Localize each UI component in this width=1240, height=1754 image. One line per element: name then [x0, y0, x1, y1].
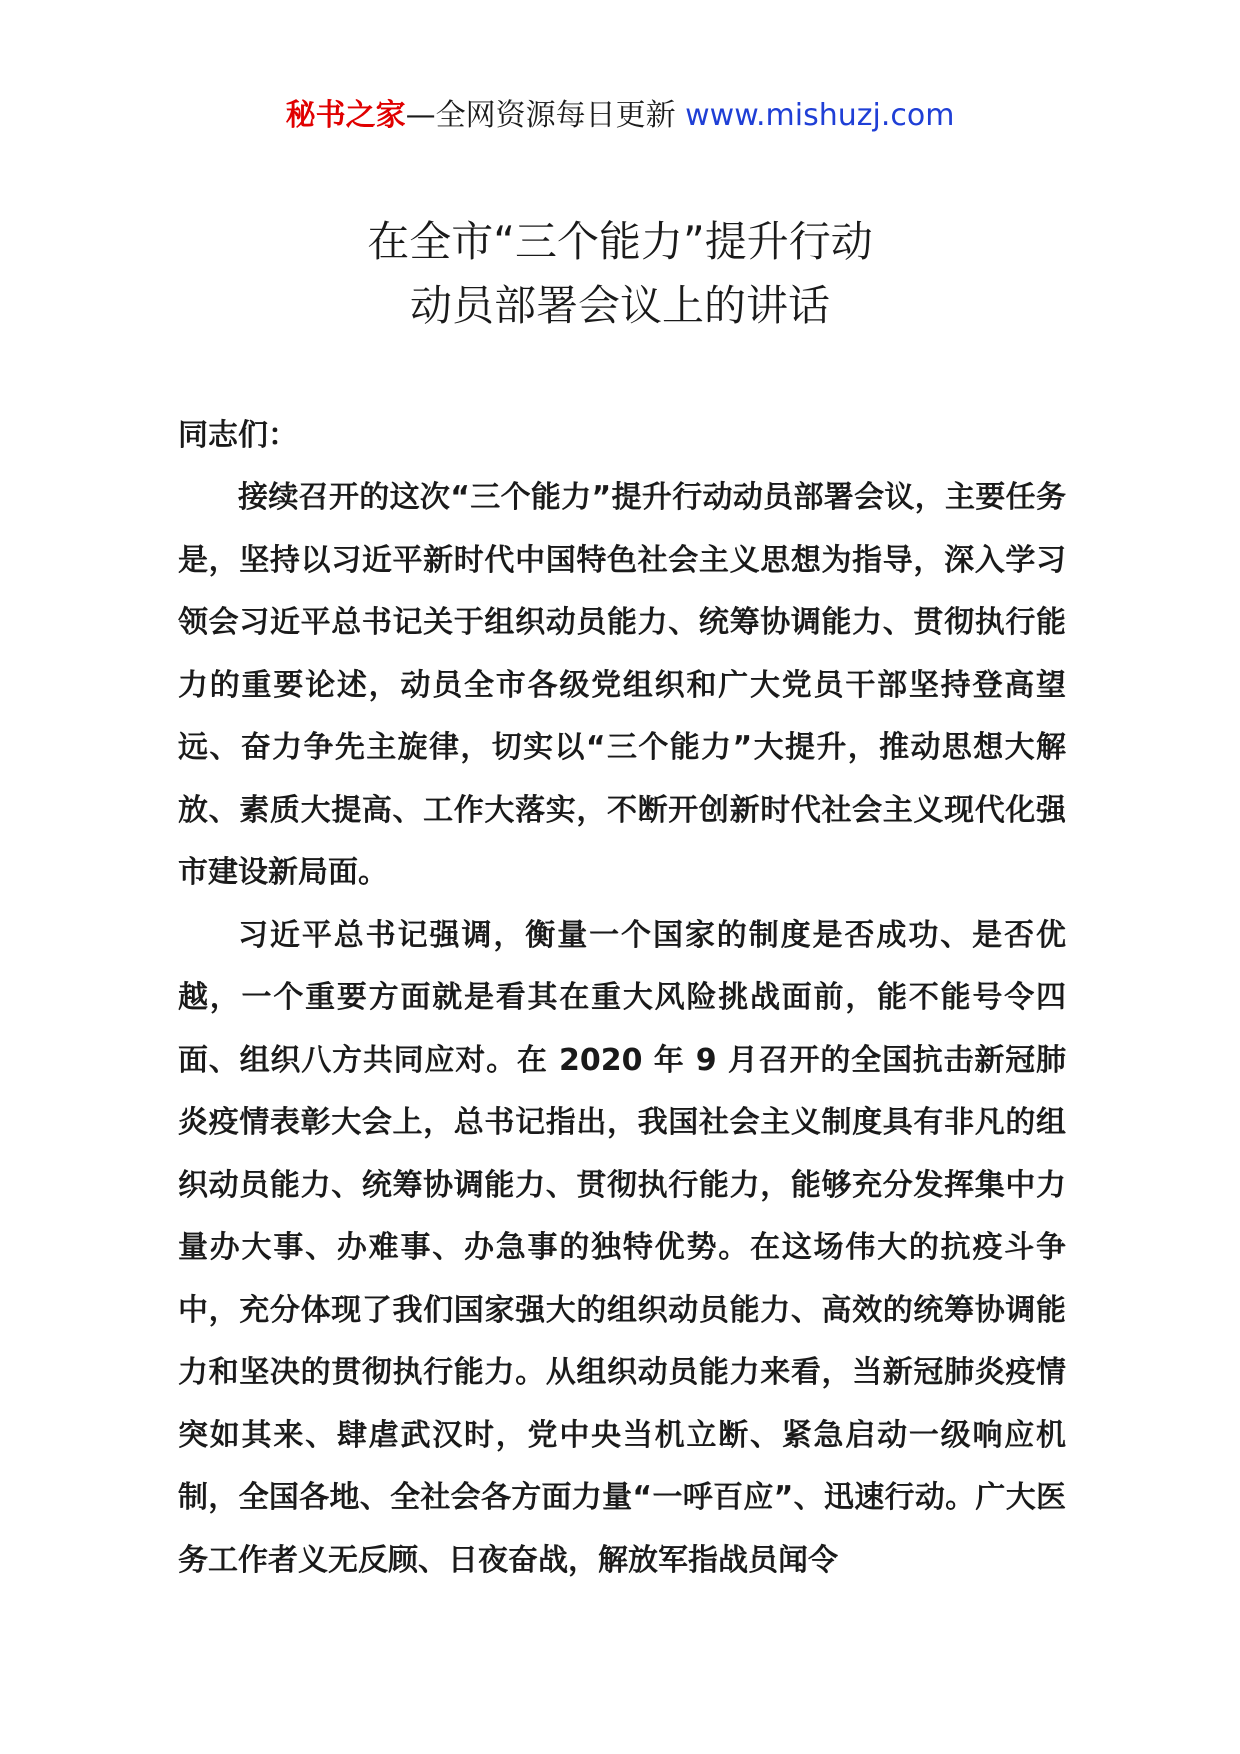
body-paragraph-1: 接续召开的这次“三个能力”提升行动动员部署会议，主要任务是，坚持以习近平新时代中国特色社会主义思想为指导，深入学习领会习近平总书记关于组织动员能力、统筹协调能力、贯彻执行能力的重要论述，动员全市各级党组织和广大党员干部坚持登高望远、奋力争先主旋律，切实以“三个能力”大提升，推动思想大解放、素质大提高、工作大落实，不断开创新时代社会主义现代化强市建设新局面。 — [178, 480, 1066, 890]
document-title — [0, 210, 1240, 338]
document-title-line-2: 动员部署会议上的讲话 — [409, 281, 830, 330]
document-title-line-1: 在全市“三个能力”提升行动 — [367, 217, 873, 266]
document-body — [178, 405, 1066, 1592]
site-tagline: —全网资源每日更新 — [405, 98, 676, 133]
site-brand: 秘书之家 — [285, 98, 406, 133]
salutation: 同志们： — [178, 418, 298, 453]
site-url-link[interactable]: www.mishuzj.com — [685, 98, 955, 133]
site-header — [0, 96, 1240, 136]
body-paragraph-2: 习近平总书记强调，衡量一个国家的制度是否成功、是否优越，一个重要方面就是看其在重大风险挑战面前，能不能号令四面、组织八方共同应对。在 2020 年 9 月召开的全国抗击新冠肺炎疫情表彰大会上，总书记指出，我国社会主义制度具有非凡的组织动员能力、统筹协调能力、贯彻执行能力，能够充分发挥集中力量办大事、办难事、办急事的独特优势。在这场伟大的抗疫斗争中，充分体现了我们国家强大的组织动员能力、高效的统筹协调能力和坚决的贯彻执行能力。从组织动员能力来看，当新冠肺炎疫情突如其来、肆虐武汉时，党中央当机立断、紧急启动一级响应机制，全国各地、全社会各方面力量“一呼百应”、迅速行动。广大医务工作者义无反顾、日夜奋战，解放军指战员闻令 — [178, 917, 1066, 1578]
